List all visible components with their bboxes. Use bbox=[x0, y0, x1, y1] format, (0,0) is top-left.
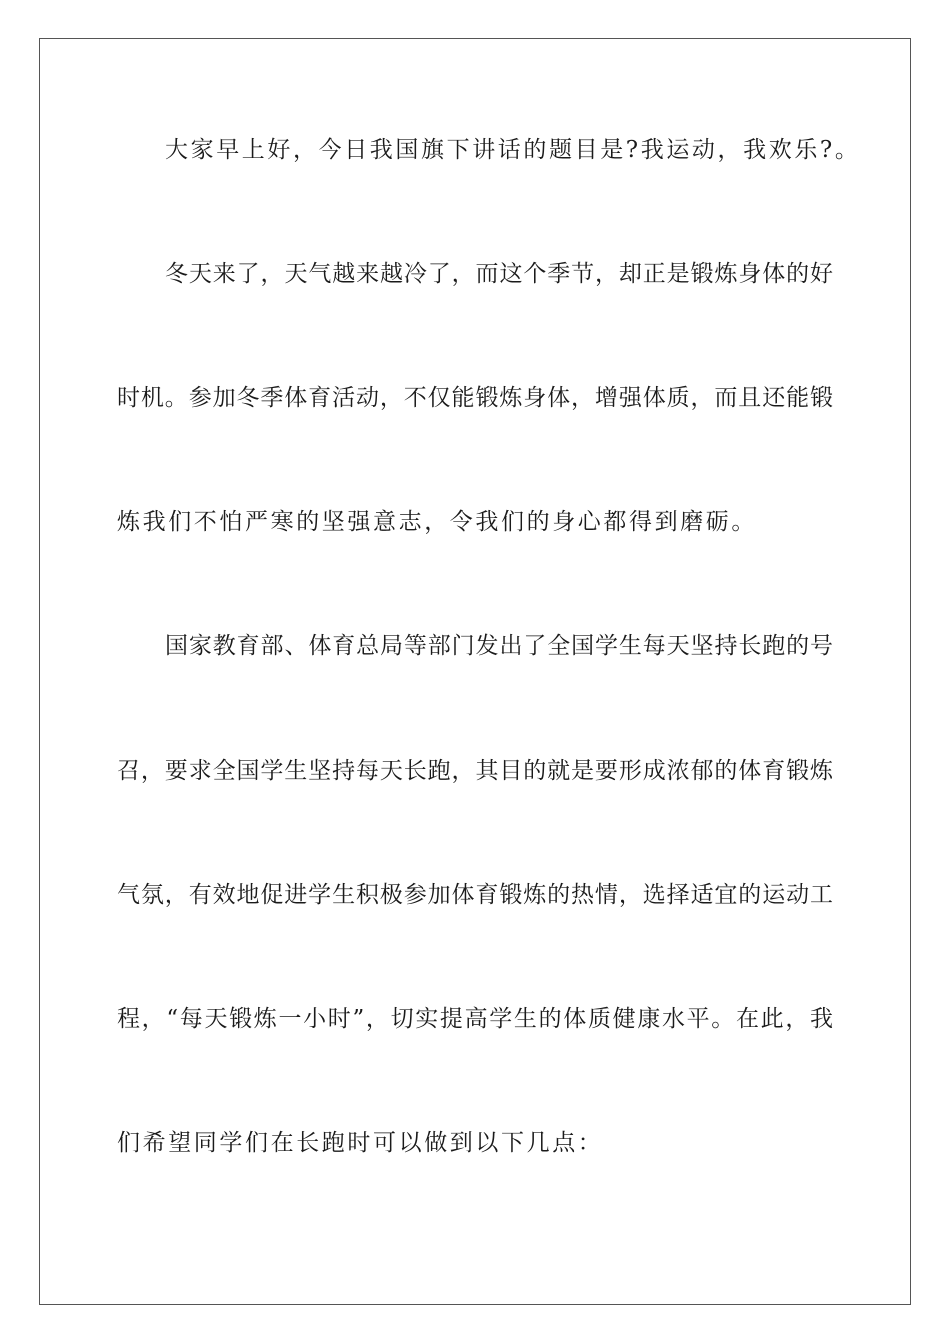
paragraph-3-line-4: 程，“每天锻炼一小时”，切实提高学生的体质健康水平。在此，我 bbox=[117, 1006, 833, 1032]
paragraph-2-line-1: 冬天来了，天气越来越冷了，而这个季节，却正是锻炼身体的好 bbox=[165, 261, 833, 287]
paragraph-3-line-3: 气氛，有效地促进学生积极参加体育锻炼的热情，选择适宜的运动工 bbox=[117, 882, 833, 908]
paragraph-1-line-1: 大家早上好，今日我国旗下讲话的题目是?我运动，我欢乐?。 bbox=[165, 137, 861, 163]
paragraph-2-line-2: 时机。参加冬季体育活动，不仅能锻炼身体，增强体质，而且还能锻 bbox=[117, 385, 833, 411]
paragraph-3-line-1: 国家教育部、体育总局等部门发出了全国学生每天坚持长跑的号 bbox=[165, 633, 833, 659]
paragraph-2-line-3: 炼我们不怕严寒的坚强意志，令我们的身心都得到磨砺。 bbox=[117, 509, 757, 535]
paragraph-3-line-2: 召，要求全国学生坚持每天长跑，其目的就是要形成浓郁的体育锻炼 bbox=[117, 758, 833, 784]
paragraph-3-line-5: 们希望同学们在长跑时可以做到以下几点： bbox=[117, 1130, 604, 1156]
page-border bbox=[39, 38, 911, 1305]
